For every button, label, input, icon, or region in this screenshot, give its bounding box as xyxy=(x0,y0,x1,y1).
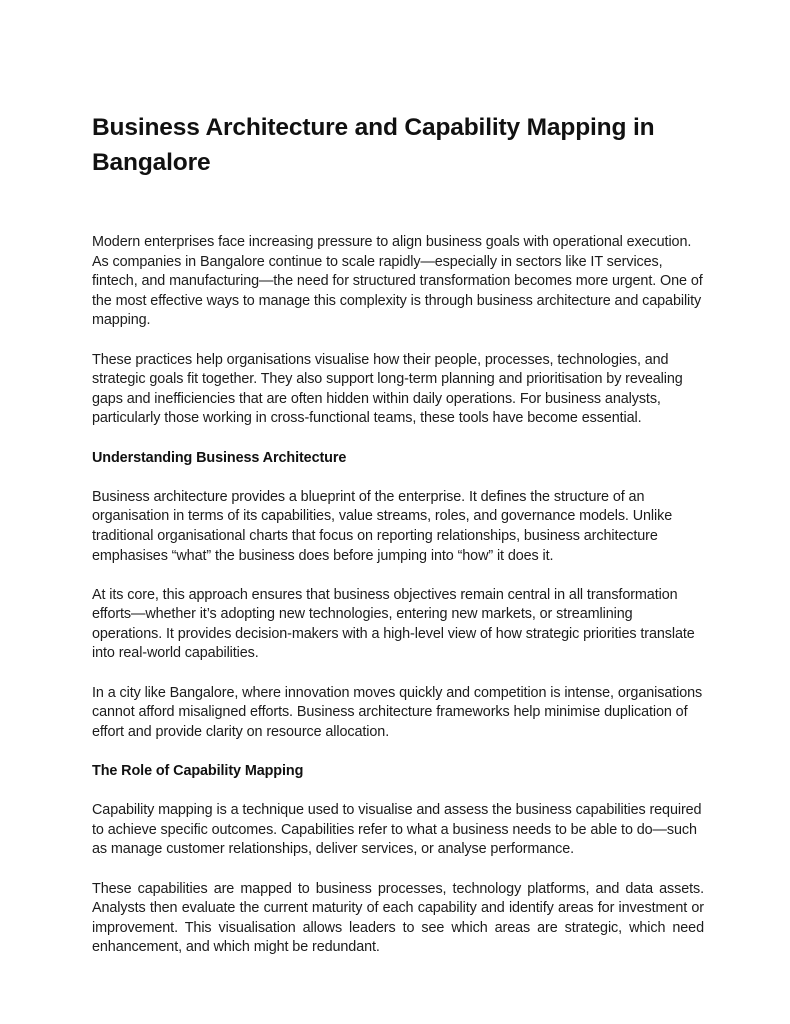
section-paragraph: These capabilities are mapped to business processes, technology platforms, and data assets. Analysts then evaluate the current maturity of each capability and identify areas for investment or improvement. This visualisation allows leaders to see which areas are strategic, which need enhancement, and which might be redundant. xyxy=(92,880,704,956)
section-paragraph: Capability mapping is a technique used to visualise and assess the business capabilities required to achieve specific outcomes. Capabilities refer to what a business needs to be able to do—such as manage customer relationships, deliver services, or analyse performance. xyxy=(92,802,702,858)
section-business-architecture xyxy=(92,449,704,743)
section-paragraph: At its core, this approach ensures that business objectives remain central in all transformation efforts—whether it’s adopting new technologies, entering new markets, or streamlining operations. It provides decision-makers with a high-level view of how strategic priorities translate into real-world capabilities. xyxy=(92,586,695,662)
document-title: Business Architecture and Capability Mapping in Bangalore xyxy=(92,114,655,176)
section-heading: Understanding Business Architecture xyxy=(92,449,347,466)
section-paragraph: In a city like Bangalore, where innovation moves quickly and competition is intense, organisations cannot afford misaligned efforts. Business architecture frameworks help minimise duplication of effort and provide clarity on resource allocation. xyxy=(92,684,703,740)
section-paragraph: Business architecture provides a blueprint of the enterprise. It defines the structure of an organisation in terms of its capabilities, value streams, roles, and governance models. Unlike traditional organisational charts that focus on reporting relationships, business architecture emphasises “what” the business does before jumping into “how” it does it. xyxy=(92,488,673,564)
document-page xyxy=(92,110,704,978)
section-heading: The Role of Capability Mapping xyxy=(92,763,304,780)
section-capability-mapping xyxy=(92,762,704,958)
intro-paragraph-2: These practices help organisations visualise how their people, processes, technologies, and strategic goals fit together. They also support long-term planning and prioritisation by revealing gaps and inefficiencies that are often hidden within daily operations. For business analysts, particularly those working in cross-functional teams, these tools have become essential. xyxy=(92,351,683,427)
intro-paragraph-1: Modern enterprises face increasing pressure to align business goals with operational execution. As companies in Bangalore continue to scale rapidly—especially in sectors like IT services, fintech, and manufacturing—the need for structured transformation becomes more urgent. One of the most effective ways to manage this complexity is through business architecture and capability mapping. xyxy=(92,234,703,329)
